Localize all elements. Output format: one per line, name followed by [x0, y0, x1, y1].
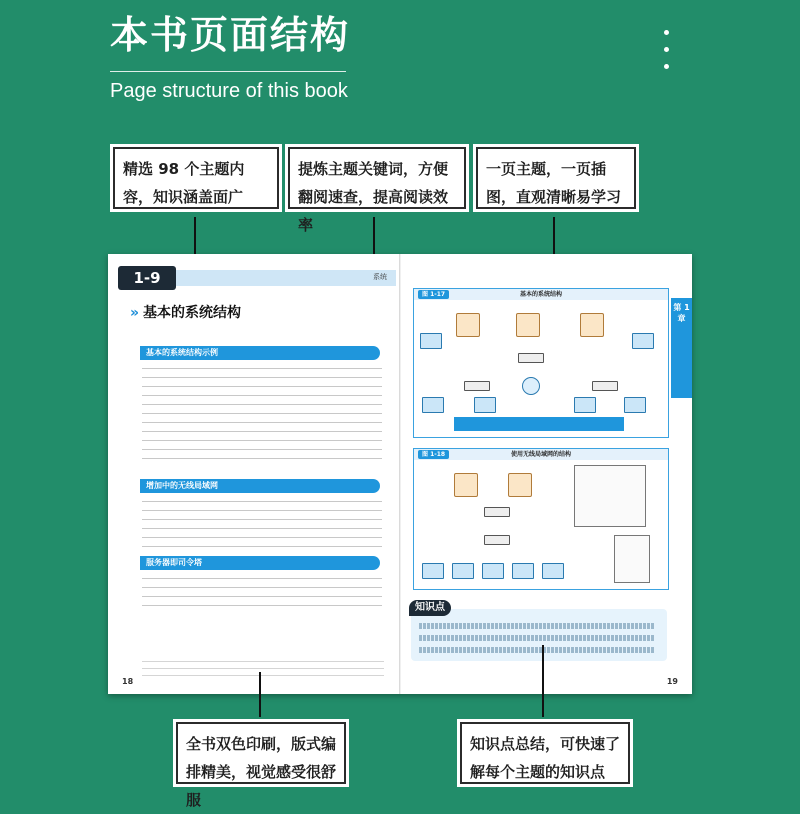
subhead: 增加中的无线局域网 — [140, 479, 380, 493]
body-text — [142, 364, 382, 464]
page-title: 本书页面结构 — [110, 13, 351, 57]
page-number-left: 18 — [122, 677, 134, 686]
feature-box-illustration — [476, 147, 636, 209]
server-icon — [580, 313, 604, 337]
feature-text-printing: 全书双色印刷，版式编排精美，视觉感受很舒服 — [186, 735, 337, 809]
subhead: 基本的系统结构示例 — [140, 346, 380, 360]
chapter-label: 第 1 章 — [673, 303, 690, 323]
heading-text: 基本的系统结构 — [143, 305, 242, 321]
connector-line — [542, 645, 544, 717]
pc-icon — [422, 397, 444, 413]
pc-icon — [632, 333, 654, 349]
figure-basic-system — [413, 288, 669, 438]
section-header-bar — [176, 270, 396, 286]
page-number-right: 19 — [666, 677, 678, 686]
hub-icon — [464, 381, 490, 391]
hub-icon — [484, 507, 510, 517]
knowledge-line — [419, 635, 655, 641]
feature-box-topics — [113, 147, 279, 209]
figure-header — [414, 289, 668, 300]
laptop-icon — [422, 563, 444, 579]
hub-icon — [518, 353, 544, 363]
connector-line — [259, 672, 261, 717]
figure-note — [454, 417, 624, 431]
office-area — [574, 465, 646, 527]
knowledge-box — [411, 609, 667, 661]
figure-header — [414, 449, 668, 460]
chevron-right-icon: » — [130, 305, 140, 321]
figure-tag: 图 1-18 — [418, 450, 449, 459]
figure-wireless-lan — [413, 448, 669, 590]
title-underline — [110, 71, 346, 72]
feature-text-illustration: 一页主题，一页插图，直观清晰易学习 — [486, 160, 622, 206]
knowledge-line — [419, 623, 655, 629]
laptop-icon — [452, 563, 474, 579]
office-area — [614, 535, 650, 583]
pc-icon — [574, 397, 596, 413]
footnote — [142, 658, 384, 676]
knowledge-tag: 知识点 — [409, 600, 451, 616]
body-text — [142, 497, 382, 551]
book-spread — [108, 254, 692, 694]
feature-box-knowledge — [460, 722, 630, 784]
page-subtitle: Page structure of this book — [110, 80, 348, 102]
figure-tag: 图 1-17 — [418, 290, 449, 299]
feature-text-keywords: 提炼主题关键词，方便翻阅速查，提高阅读效率 — [298, 160, 449, 234]
pc-icon — [474, 397, 496, 413]
laptop-icon — [542, 563, 564, 579]
feature-box-keywords — [288, 147, 466, 234]
feature-text-knowledge: 知识点总结，可快速了解每个主题的知识点 — [470, 735, 621, 781]
server-icon — [516, 313, 540, 337]
right-page — [401, 254, 692, 694]
left-page — [108, 254, 399, 694]
server-icon — [508, 473, 532, 497]
page-heading — [130, 302, 241, 322]
pc-icon — [420, 333, 442, 349]
server-icon — [454, 473, 478, 497]
figure-title: 基本的系统结构 — [519, 291, 562, 298]
section-name: 系统 — [373, 273, 387, 281]
laptop-icon — [512, 563, 534, 579]
laptop-icon — [482, 563, 504, 579]
hub-icon — [592, 381, 618, 391]
section-number: 1-9 — [118, 266, 176, 290]
subhead: 服务器即司令塔 — [140, 556, 380, 570]
figure-title: 使用无线局域网的结构 — [510, 451, 571, 458]
pc-icon — [624, 397, 646, 413]
more-dots-icon — [664, 30, 672, 81]
chapter-tab — [671, 298, 692, 398]
server-icon — [456, 313, 480, 337]
router-icon — [522, 377, 540, 395]
feature-box-printing — [176, 722, 346, 809]
knowledge-line — [419, 647, 655, 653]
feature-text-topics: 精选 98 个主题内容，知识涵盖面广 — [123, 160, 245, 206]
wifi-router-icon — [484, 535, 510, 545]
body-text — [142, 574, 382, 610]
